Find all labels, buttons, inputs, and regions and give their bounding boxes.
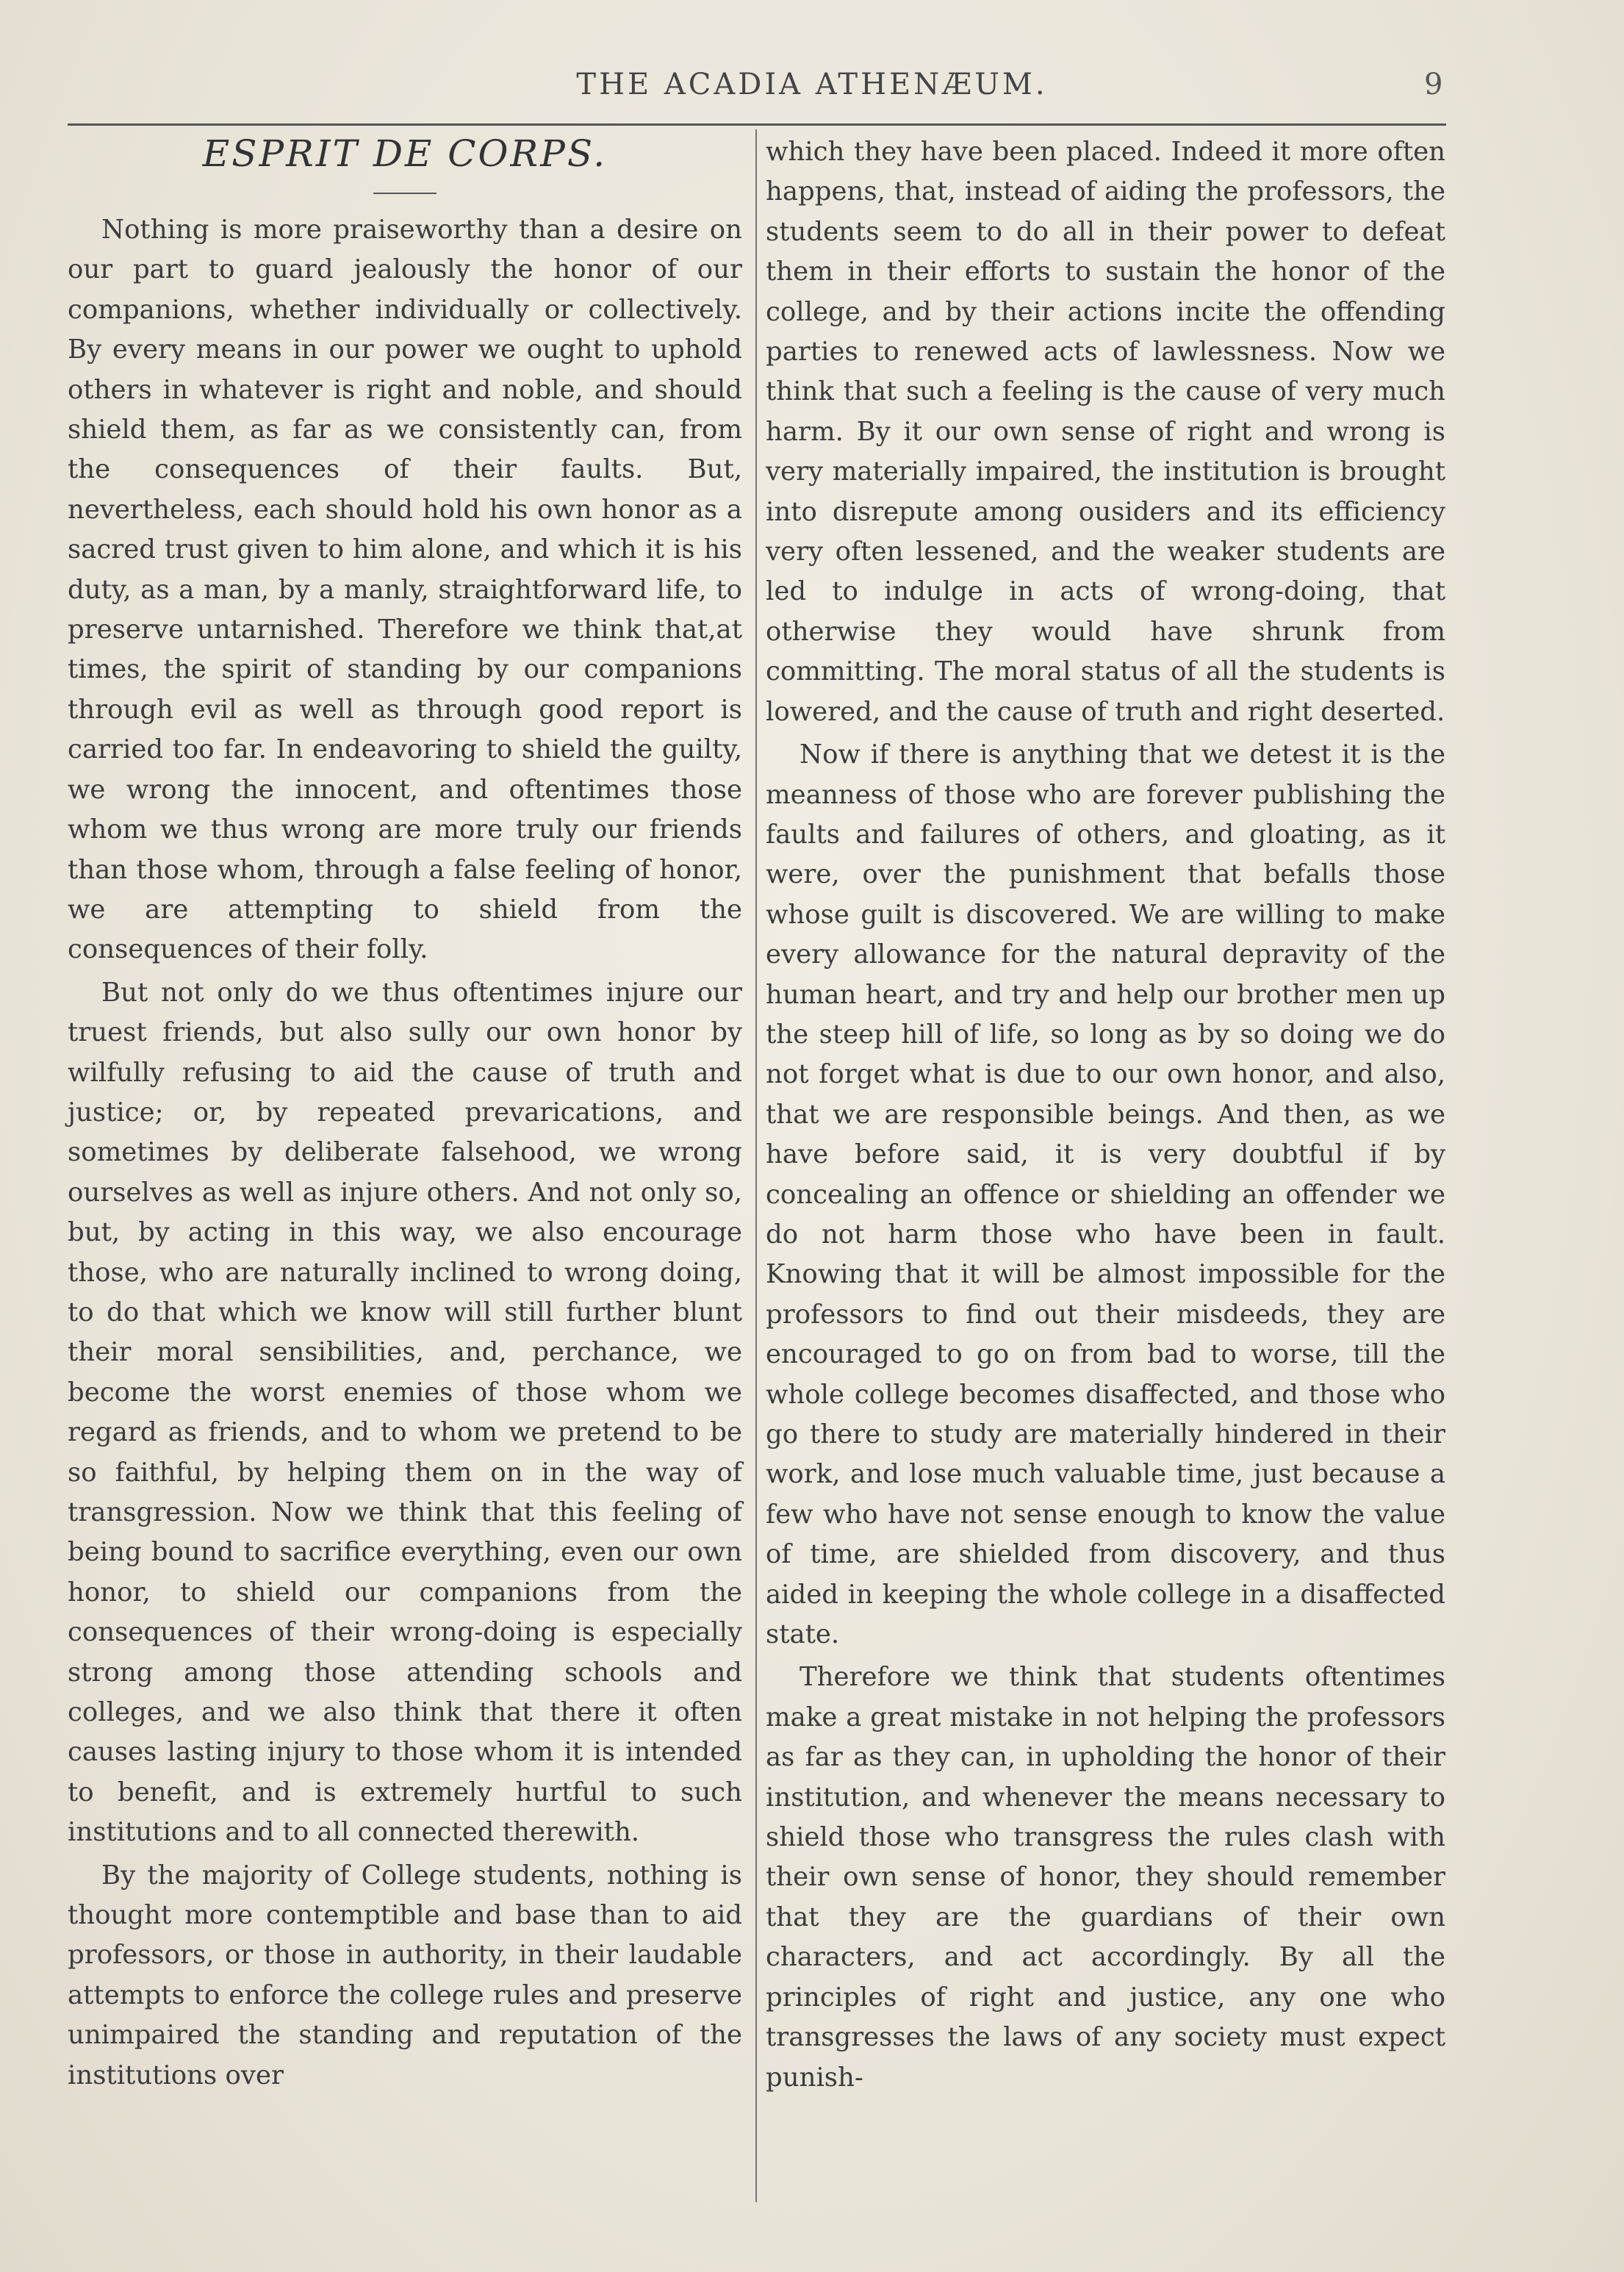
article-title: ESPRIT DE CORPS.	[202, 132, 608, 175]
header-rule	[68, 123, 1446, 126]
column-divider	[755, 129, 757, 2202]
right-column	[766, 132, 1445, 2098]
left-column	[68, 210, 742, 2096]
paragraph-continued: which they have been placed. Indeed it more often happens, that, instead of aiding the professors, the students seem to do all in their power to defeat them in their efforts to sustain the honor of the college, and by their actions incite the offending parties to renewed acts of lawlessness. Now we think that such a feeling is the cause of very much harm. By it our own sense of right and wrong is very materially impaired, the institution is brought into disrepute among ousiders and its efficiency very often lessened, and the weaker students are led to indulge in acts of wrong-doing, that otherwise they would have shrunk from committing. The moral status of all the students is lowered, and the cause of truth and right deserted.	[766, 137, 1445, 727]
journal-title: THE ACADIA ATHENÆUM.	[576, 68, 1048, 101]
paragraph: Now if there is anything that we detest it is the meanness of those who are forever publishing the faults and failures of others, and gloating, as it were, over the punishment that befalls those whose guilt is discovered. We are willing to make every allowance for the natural depravity of the human heart, and try and help our brother men up the steep hill of life, so long as by so doing we do not forget what is due to our own honor, and also, that we are responsible beings. And then, as we have before said, it is very doubtful if by concealing an offence or shielding an offender we do not harm those who have been in fault. Knowing that it will be almost impossible for the professors to find out their misdeeds, they are encouraged to go on from bad to worse, till the whole college becomes disaffected, and those who go there to study are materially hindered in their work, and lose much valuable time, just because a few who have not sense enough to know the value of time, are shielded from discovery, and thus aided in keeping the whole college in a disaffected state.	[766, 739, 1445, 1650]
title-rule	[373, 193, 436, 194]
page-number: 9	[1424, 68, 1443, 101]
running-head	[0, 68, 1624, 112]
paragraph: But not only do we thus oftentimes injure our truest friends, but also sully our own honor by wilfully refusing to aid the cause of truth and justice; or, by repeated prevarications, and sometimes by deliberate falsehood, we wrong ourselves as well as injure others. And not only so, but, by acting in this way, we also encourage those, who are naturally inclined to wrong doing, to do that which we know will still further blunt their moral sensibilities, and, perchance, we become the worst enemies of those whom we regard as friends, and to whom we pretend to be so faithful, by helping them on in the way of transgression. Now we think that this feeling of being bound to sacrifice everything, even our own honor, to shield our companions from the consequences of their wrong-doing is especially strong among those attending schools and colleges, and we also think that there it often causes lasting injury to those whom it is intended to benefit, and is extremely hurtful to such institutions and to all connected therewith.	[68, 977, 742, 1848]
paragraph: Nothing is more praiseworthy than a desire on our part to guard jealously the honor of our companions, whether individually or collectively. By every means in our power we ought to uphold others in whatever is right and noble, and should shield them, as far as we consistently can, from the consequences of their faults. But, nevertheless, each should hold his own honor as a sacred trust given to him alone, and which it is his duty, as a man, by a manly, straightforward life, to preserve untarnished. Therefore we think that,at times, the spirit of standing by our companions through evil as well as through good report is carried too far. In endeavoring to shield the guilty, we wrong the innocent, and oftentimes those whom we thus wrong are more truly our friends than those whom, through a false feeling of honor, we are attempting to shield from the consequences of their folly.	[68, 215, 742, 965]
paragraph: Therefore we think that students oftentimes make a great mistake in not helping the professors as far as they can, in upholding the honor of their institution, and whenever the means necessary to shield those who transgress the rules clash with their own sense of honor, they should remember that they are the guardians of their own characters, and act accordingly. By all the principles of right and justice, any one who transgresses the laws of any society must expect punish-	[766, 1662, 1445, 2093]
paragraph: By the majority of College students, nothing is thought more contemptible and base than to aid professors, or those in authority, in their laudable attempts to enforce the college rules and preserve unimpaired the standing and reputation of the institutions over	[68, 1860, 742, 2090]
